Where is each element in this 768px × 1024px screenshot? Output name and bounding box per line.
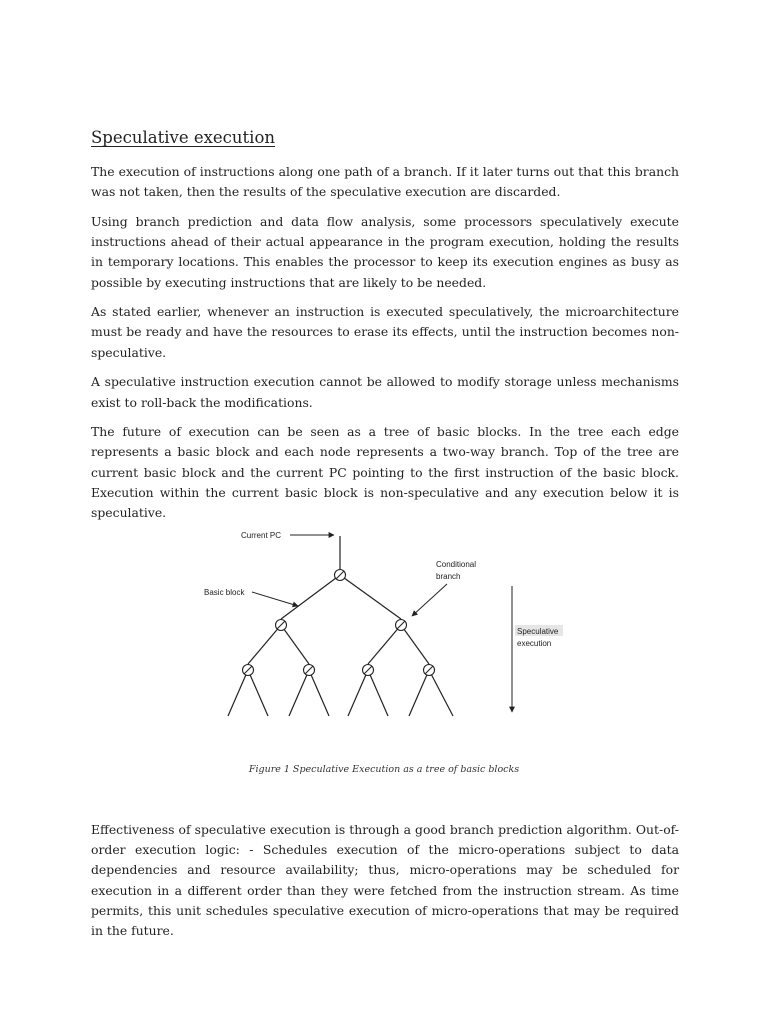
basic-block-label: Basic block [204,588,245,597]
branch-node [396,620,407,631]
conditional-branch-label-2: branch [436,572,461,581]
current-pc-label: Current PC [241,531,282,540]
conditional-branch-arrow [412,584,447,616]
branch-node [304,665,315,676]
closing-section [91,820,679,951]
branch-node [243,665,254,676]
basic-block-arrow [252,592,298,606]
closing-paragraph: Effectiveness of speculative execution is through a good branch prediction algorithm. Out-of-order execution logic: - Schedules execution of the micro-operations subject to data dependencies and resource availability; thus, micro-operations may be scheduled for execution in a different order than they were fetched from the instruction stream. As time permits, this unit schedules speculative execution of micro-operations that may be required in the future. [91,822,679,939]
tree-diagram [0,506,768,796]
paragraph-1: The execution of instructions along one path of a branch. If it later turns out that this branch was not taken, then the results of the speculative execution are discarded. [91,164,679,200]
conditional-branch-label-1: Conditional [436,560,477,569]
paragraph-5: The future of execution can be seen as a tree of basic blocks. In the tree each edge represents a basic block and each node represents a two-way branch. Top of the tree are current basic block and the current PC pointing to the first instruction of the basic block. Execution within the current basic block is non-speculative and any execution below it is speculative. [91,424,679,521]
speculative-label-1: Speculative [517,627,559,636]
section-heading: Speculative execution [91,128,276,147]
paragraph-2: Using branch prediction and data flow analysis, some processors speculatively execute instructions ahead of their actual appearance in the program execution, holding the results in temporary locations. This enables the processor to keep its execution engines as busy as possible by executing instructions that are likely to be needed. [91,213,679,290]
speculative-label-2: execution [517,639,552,648]
branch-node [276,620,287,631]
tree-diagram-svg [0,506,768,766]
branch-node [335,570,346,581]
branch-node [363,665,374,676]
figure-caption: Figure 1 Speculative Execution as a tree of basic blocks [248,764,520,775]
branch-node [424,665,435,676]
paragraph-3: As stated earlier, whenever an instruction is executed speculatively, the microarchitecture must be ready and have the resources to erase its effects, until the instruction becomes non-speculative. [91,304,679,360]
document-body [91,128,679,533]
paragraph-4: A speculative instruction execution cannot be allowed to modify storage unless mechanisms exist to roll-back the modifications. [91,374,679,410]
branch-nodes [243,570,435,676]
